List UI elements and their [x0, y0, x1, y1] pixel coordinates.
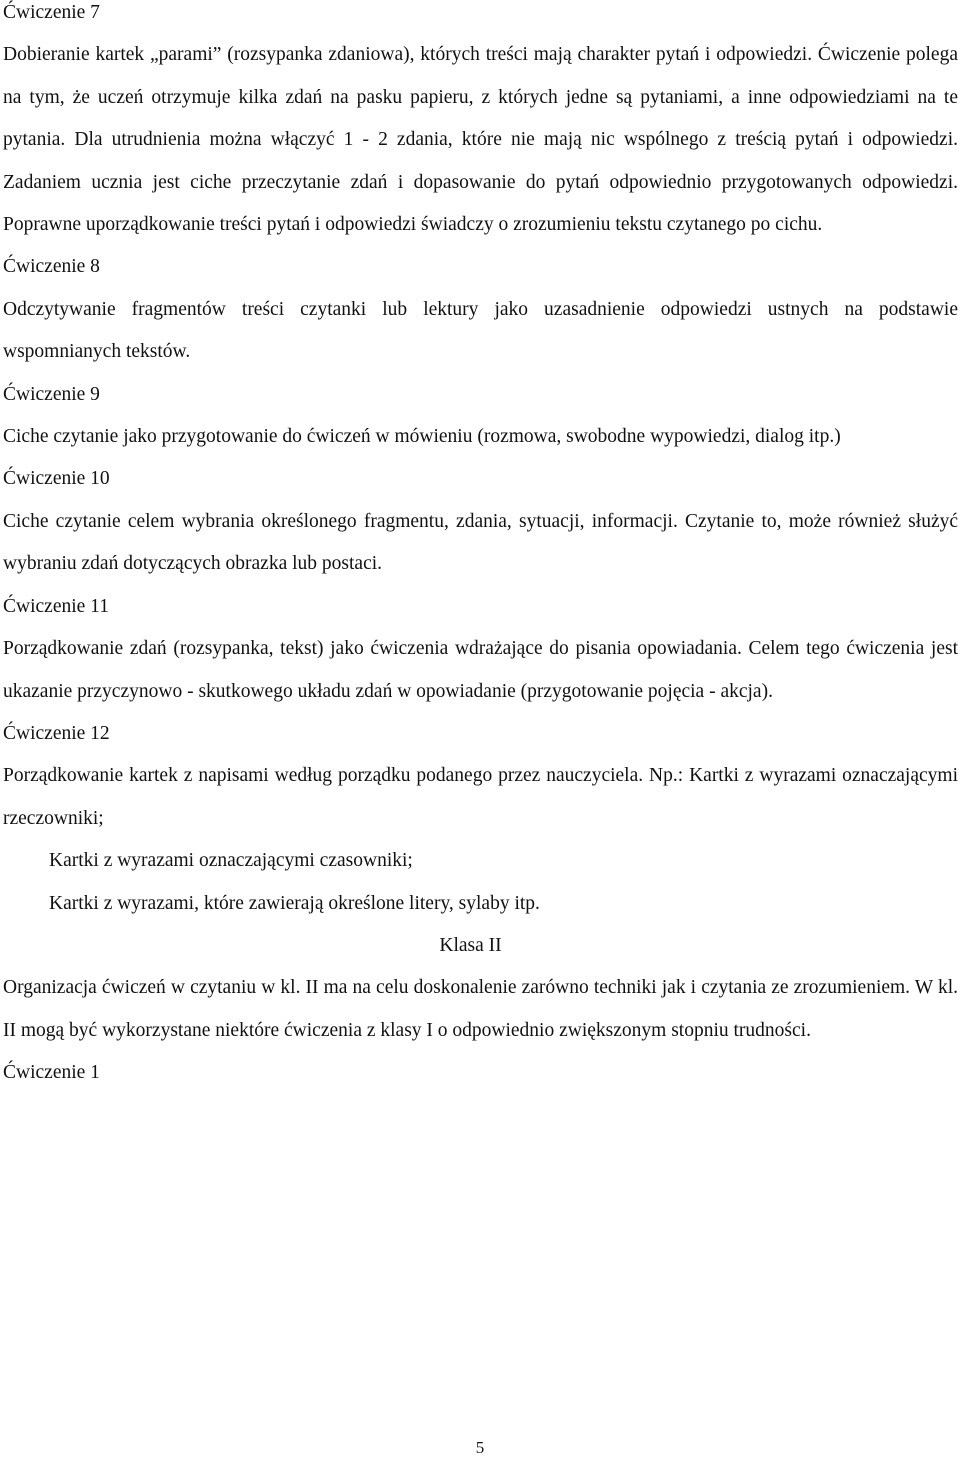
exercise-12-list-item-verbs: Kartki z wyrazami oznaczającymi czasowniki; [49, 850, 413, 872]
document-page [3, 0, 958, 1103]
exercise-8-text: Odczytywanie fragmentów treści czytanki lub lektury jako uzasadnienie odpowiedzi ustnych na podstawie wspomnianych tekstów. [3, 298, 958, 363]
page-number: 5 [475, 1438, 485, 1457]
exercise-12-text: Porządkowanie kartek z napisami według porządku podanego przez nauczyciela. Np.: Kartki z wyrazami oznaczającymi rzeczowniki; [3, 765, 958, 829]
exercise-8-heading: Ćwiczenie 8 [3, 256, 100, 278]
exercise-11-heading: Ćwiczenie 11 [3, 595, 109, 617]
exercise-11-text: Porządkowanie zdań (rozsypanka, tekst) jako ćwiczenia wdrażające do pisania opowiadania. Celem tego ćwiczenia jest ukazanie przyczynowo - skutkowego układu zdań w opowiadanie (przygotowanie pojęcia - akcja). [3, 638, 958, 702]
exercise-9-text: Ciche czytanie jako przygotowanie do ćwiczeń w mówieniu (rozmowa, swobodne wypowiedzi, dialog itp.) [3, 426, 841, 448]
exercise-7-text: Dobieranie kartek „parami” (rozsypanka zdaniowa), których treści mają charakter pytań i odpowiedzi. Ćwiczenie polega na tym, że uczeń otrzymuje kilka zdań na pasku papieru, z których jedne są pytaniami, a inne odpowiedziami na te pytania. Dla utrudnienia można włączyć 1 - 2 zdania, które nie mają nic wspólnego z treścią pytań i odpowiedzi. Zadaniem ucznia jest ciche przeczytanie zdań i dopasowanie do pytań odpowiednio przygotowanych odpowiedzi. Poprawne uporządkowanie treści pytań i odpowiedzi świadczy o zrozumieniu tekstu czytanego po cichu. [3, 44, 958, 236]
exercise-1-heading: Ćwiczenie 1 [3, 1062, 100, 1084]
exercise-12-heading: Ćwiczenie 12 [3, 722, 110, 744]
exercise-12-list-item-letters: Kartki z wyrazami, które zawierają określone litery, sylaby itp. [49, 892, 540, 914]
exercise-7-heading: Ćwiczenie 7 [3, 2, 100, 23]
exercise-10-text: Ciche czytanie celem wybrania określonego fragmentu, zdania, sytuacji, informacji. Czytanie to, może również służyć wybraniu zdań dotyczących obrazka lub postaci. [3, 510, 958, 575]
exercise-9-heading: Ćwiczenie 9 [3, 383, 100, 405]
class-ii-text: Organizacja ćwiczeń w czytaniu w kl. II ma na celu doskonalenie zarówno techniki jak i czytania ze zrozumieniem. W kl. II mogą być wykorzystane niektóre ćwiczenia z klasy I o odpowiednio zwiększonym stopniu trudności. [3, 977, 958, 1041]
document-body [3, 0, 958, 1095]
class-ii-heading: Klasa II [439, 934, 502, 956]
exercise-10-heading: Ćwiczenie 10 [3, 468, 110, 490]
